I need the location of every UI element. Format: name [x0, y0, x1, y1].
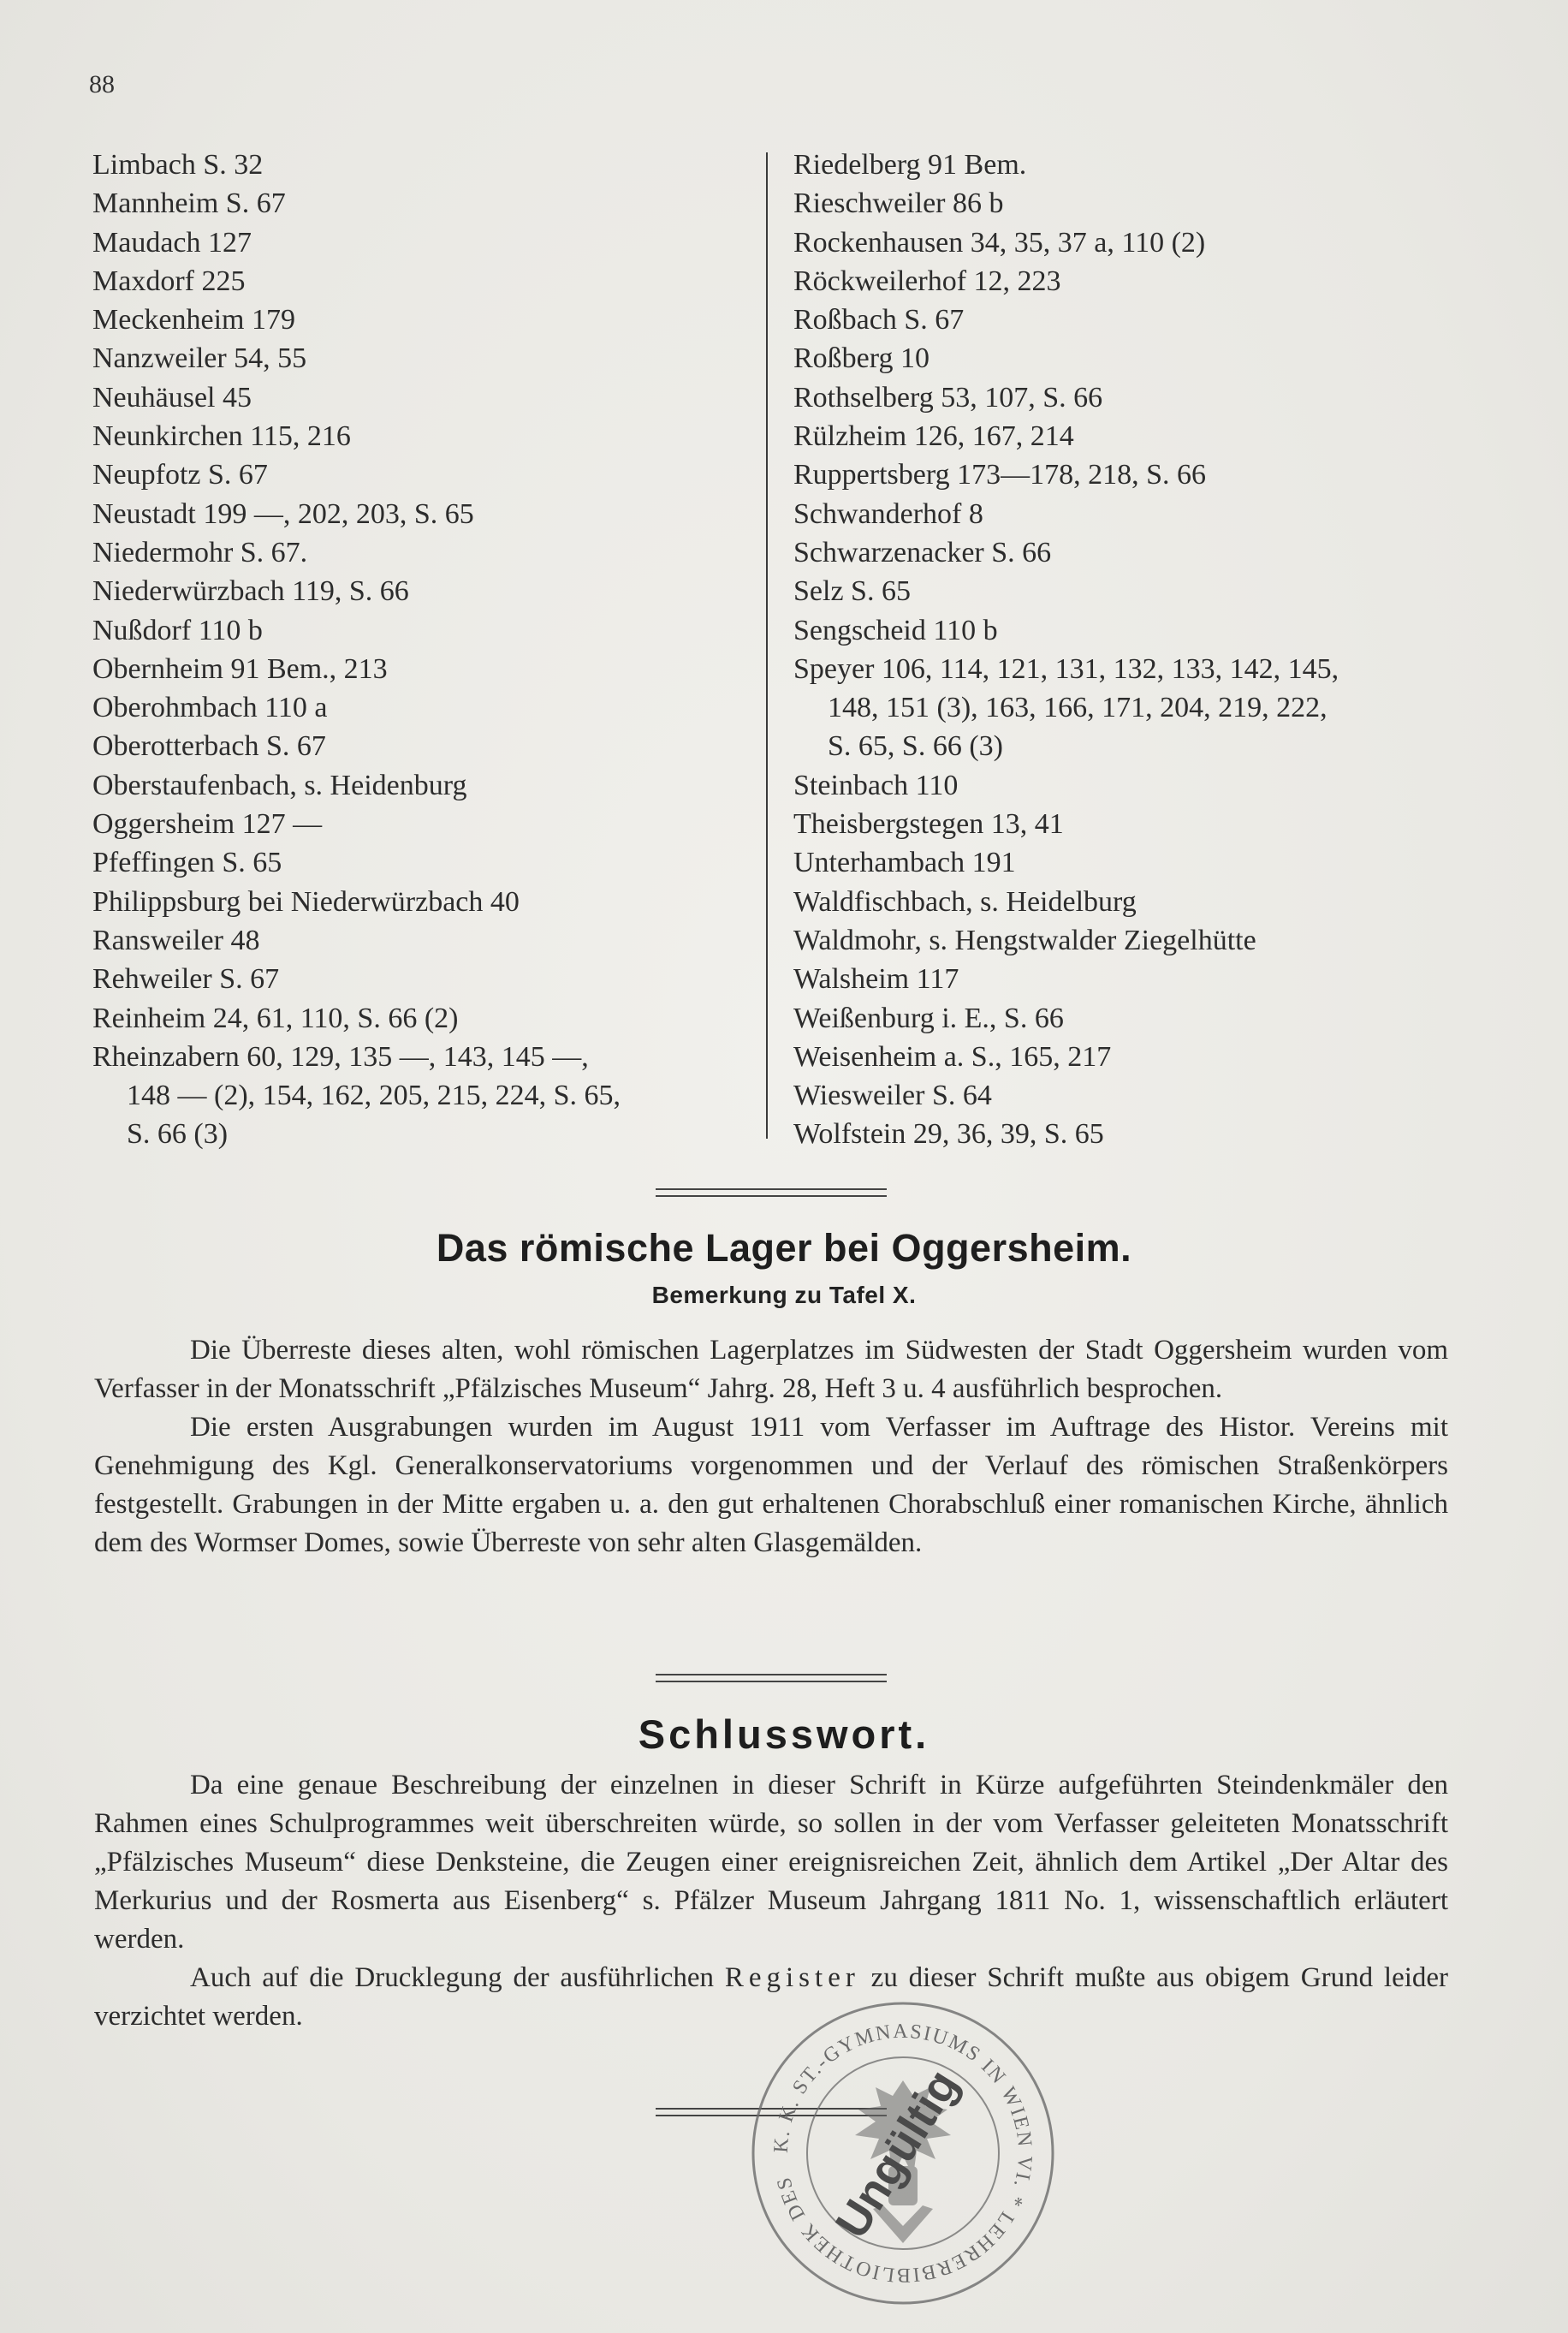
index-entry: Oggersheim 127 — — [92, 808, 323, 841]
index-entry: Maxdorf 225 — [92, 265, 246, 297]
index-entry: Waldmohr, s. Hengstwalder Ziegelhütte — [793, 924, 1256, 956]
paragraph-text: Auch auf die Drucklegung der ausführlichen — [190, 1962, 715, 1993]
index-entry: Röckweilerhof 12, 223 — [793, 265, 1061, 297]
index-entry: Sengscheid 110 b — [793, 614, 998, 646]
index-entry: Mannheim S. 67 — [92, 187, 286, 220]
index-entry: Rieschweiler 86 b — [793, 187, 1004, 220]
index-entry: Rockenhausen 34, 35, 37 a, 110 (2) — [793, 226, 1206, 259]
index-entry: Nußdorf 110 b — [92, 614, 263, 646]
index-entry: Weißenburg i. E., S. 66 — [793, 1002, 1064, 1034]
section-heading-closing-words: Schlusswort. — [638, 1711, 930, 1757]
index-entry: Ruppertsberg 173—178, 218, S. 66 — [793, 459, 1206, 491]
index-entry: Neuhäusel 45 — [92, 381, 252, 414]
index-column-left — [92, 146, 769, 1154]
index-entry: Waldfischbach, s. Heidelburg — [793, 885, 1137, 918]
index-entry: Roßbach S. 67 — [793, 304, 965, 336]
section-body-roman-camp — [94, 1331, 1448, 1562]
index-entry: Walsheim 117 — [793, 963, 959, 996]
index-entry: Oberstaufenbach, s. Heidenburg — [92, 769, 467, 801]
index-entry: Niedermohr S. 67. — [92, 536, 308, 568]
column-divider — [766, 152, 768, 1139]
index-entry: Oberotterbach S. 67 — [92, 730, 326, 763]
index-entry: Meckenheim 179 — [92, 304, 295, 336]
section-heading-roman-camp: Das römische Lager bei Oggersheim. — [436, 1226, 1132, 1270]
section-subheading: Bemerkung zu Tafel X. — [651, 1282, 917, 1308]
index-entry: Steinbach 110 — [793, 769, 959, 801]
index-entry: Niederwürzbach 119, S. 66 — [92, 575, 409, 608]
index-entry: Riedelberg 91 Bem. — [793, 149, 1027, 181]
index-entry: Maudach 127 — [92, 226, 252, 259]
index-entry-continuation: 148, 151 (3), 163, 166, 171, 204, 219, 222, — [828, 692, 1327, 724]
index-entry: Rheinzabern 60, 129, 135 —, 143, 145 —, — [92, 1040, 589, 1073]
index-entry: Obernheim 91 Bem., 213 — [92, 652, 388, 685]
stamp-overlay-text: Ungültig — [825, 2061, 969, 2247]
index-entry: Oberohmbach 110 a — [92, 692, 328, 724]
page-number: 88 — [89, 70, 115, 98]
index-entry: Reinheim 24, 61, 110, S. 66 (2) — [92, 1002, 459, 1034]
index-entry: Rülzheim 126, 167, 214 — [793, 420, 1074, 453]
index-column-right — [793, 146, 1478, 1154]
index-entry: Neustadt 199 —, 202, 203, S. 65 — [92, 497, 474, 530]
index-entry: Neupfotz S. 67 — [92, 459, 268, 491]
index-entry: Schwarzenacker S. 66 — [793, 536, 1052, 568]
stamp-seal-icon — [745, 1995, 1061, 2312]
index-entry: Neunkirchen 115, 216 — [92, 420, 351, 453]
place-index — [0, 146, 1568, 1152]
index-entry: Selz S. 65 — [793, 575, 911, 608]
index-entry: Rehweiler S. 67 — [92, 963, 280, 996]
paragraph: Die Überreste dieses alten, wohl römischen Lagerplatzes im Südwesten der Stadt Oggersheim wurden vom Verfasser in der Monatsschrift „Pfälzisches Museum“ Jahrg. 28, Heft 3 u. 4 ausführlich besprochen. — [94, 1335, 1448, 1404]
index-entry: Weisenheim a. S., 165, 217 — [793, 1040, 1112, 1073]
index-entry-continuation: S. 65, S. 66 (3) — [828, 730, 1003, 763]
index-entry: Pfeffingen S. 65 — [92, 847, 282, 879]
index-entry: Philippsburg bei Niederwürzbach 40 — [92, 885, 520, 918]
index-entry: Unterhambach 191 — [793, 847, 1016, 879]
index-entry: Wiesweiler S. 64 — [793, 1080, 992, 1112]
section-divider-rule — [656, 1674, 887, 1682]
emphasized-word: Register — [724, 1962, 860, 1993]
paragraph: Die ersten Ausgrabungen wurden im August 1911 vom Verfasser im Auftrage des Histor. Vereins mit Genehmigung des Kgl. Generalkonservatoriums vorgenommen und der Verlauf des römischen Straßenkörpers festgestellt. Grabungen in der Mitte ergaben u. a. den gut erhaltenen Chorabschluß einer romanischen Kirche, ähnlich dem des Wormser Domes, sowie Überreste von sehr alten Glasgemälden. — [94, 1412, 1448, 1558]
paragraph: Da eine genaue Beschreibung der einzelnen in dieser Schrift in Kürze aufgeführten Steindenkmäler den Rahmen eines Schulprogrammes weit überschreiten würde, so sollen in der vom Verfasser geleiteten Monatsschrift „Pfälzisches Museum“ diese Denksteine, die Zeugen einer ereignisreichen Zeit, ähnlich dem Artikel „Der Altar des Merkurius und der Rosmerta aus Eisenberg“ s. Pfälzer Museum Jahrgang 1811 No. 1, wissenschaftlich erläutert werden. — [94, 1770, 1448, 1955]
index-entry: Roßberg 10 — [793, 342, 930, 375]
index-entry-continuation: 148 — (2), 154, 162, 205, 215, 224, S. 65, — [127, 1080, 621, 1112]
paragraph-text: zu dieser Schrift mußte aus obigem Grund leider verzichtet werden. — [94, 1962, 1449, 2032]
index-entry: Limbach S. 32 — [92, 149, 264, 181]
index-entry: Rothselberg 53, 107, S. 66 — [793, 381, 1103, 414]
index-entry-continuation: S. 66 (3) — [127, 1118, 229, 1151]
index-entry: Wolfstein 29, 36, 39, S. 65 — [793, 1118, 1104, 1151]
section-divider-rule — [656, 1188, 887, 1197]
stamp-ring-text: K. K. ST.-GYMNASIUMS IN WIEN VI. * LEHRERBIBLIOTHEK DES — [769, 2020, 1036, 2287]
index-entry: Schwanderhof 8 — [793, 497, 983, 530]
index-entry: Speyer 106, 114, 121, 131, 132, 133, 142, 145, — [793, 652, 1339, 685]
index-entry: Theisbergstegen 13, 41 — [793, 808, 1064, 841]
index-entry: Ransweiler 48 — [92, 924, 260, 956]
index-entry: Nanzweiler 54, 55 — [92, 342, 307, 375]
library-stamp — [745, 1995, 1061, 2312]
